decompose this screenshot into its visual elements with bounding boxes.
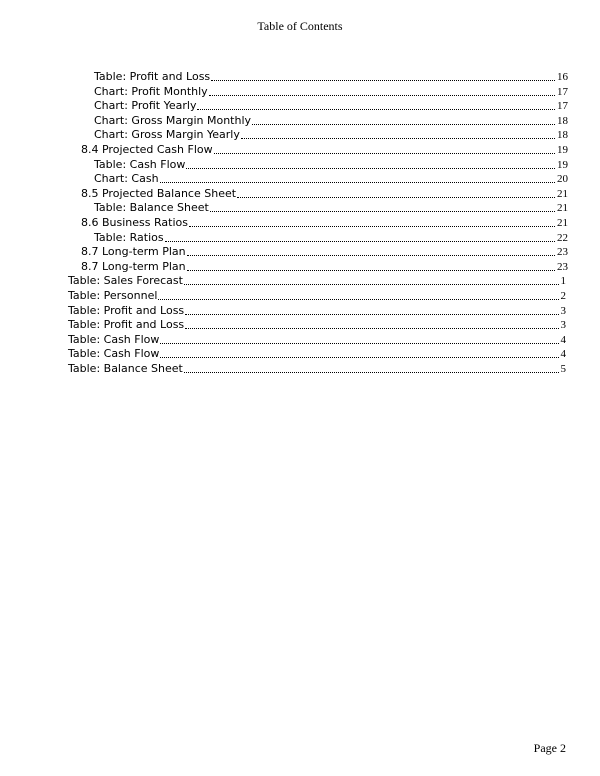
toc-entry[interactable]: [68, 274, 566, 288]
toc-entry[interactable]: [81, 216, 568, 230]
toc-entry[interactable]: [94, 231, 568, 245]
toc-entry[interactable]: [94, 114, 568, 128]
toc-dot-leader: [186, 168, 555, 169]
toc-entry-label: Chart: Cash: [94, 172, 159, 186]
toc-entry-label: Table: Profit and Loss: [68, 303, 185, 317]
toc-entry-label: Chart: Gross Margin Yearly: [94, 128, 240, 142]
toc-dot-leader: [214, 153, 555, 154]
toc-entry-label: 8.4 Projected Cash Flow: [81, 143, 213, 156]
toc-entry-page: 16: [557, 71, 568, 83]
toc-entry-page: 21: [557, 202, 568, 215]
toc-entry-page: 21: [557, 217, 568, 229]
toc-entry-page: 3: [560, 319, 566, 332]
toc-entry-page: 4: [560, 348, 566, 361]
toc-dot-leader: [184, 284, 559, 285]
toc-entry[interactable]: [94, 70, 568, 84]
toc-dot-leader: [160, 343, 558, 344]
toc-entry-page: 21: [557, 187, 568, 200]
toc-dot-leader: [160, 182, 555, 183]
toc-dot-leader: [241, 138, 555, 139]
toc-entry[interactable]: [68, 289, 566, 303]
toc-entry[interactable]: [94, 85, 568, 99]
toc-entry-label: Table: Profit and Loss: [68, 318, 185, 332]
toc-entry-label: Table: Balance Sheet: [68, 362, 183, 375]
toc-entry-label: Table: Cash Flow: [94, 157, 186, 171]
toc-entry-label: Table: Balance Sheet: [94, 201, 209, 215]
toc-entry-page: 23: [557, 260, 568, 273]
toc-entry[interactable]: [68, 304, 566, 318]
toc-entry-label: Table: Sales Forecast: [68, 274, 183, 288]
toc-dot-leader: [211, 80, 555, 81]
toc-entry[interactable]: [81, 245, 568, 259]
toc-entry-label: Chart: Gross Margin Monthly: [94, 113, 252, 127]
toc-entry-page: 18: [557, 129, 568, 142]
toc-entry[interactable]: [68, 347, 566, 361]
toc-dot-leader: [185, 328, 558, 329]
page-header-title: Table of Contents: [257, 19, 343, 33]
toc-entry[interactable]: [81, 260, 568, 274]
toc-dot-leader: [184, 372, 559, 373]
toc-dot-leader: [187, 255, 555, 256]
toc-entry[interactable]: [81, 143, 568, 157]
toc-entry-label: Table: Cash Flow: [68, 332, 160, 346]
toc-entry-page: 1: [560, 275, 566, 288]
toc-entry-page: 22: [557, 231, 568, 244]
toc-entry-page: 20: [557, 173, 568, 186]
toc-entry-page: 4: [560, 333, 566, 346]
toc-entry[interactable]: [94, 201, 568, 215]
toc-dot-leader: [187, 270, 555, 271]
toc-entry[interactable]: [94, 172, 568, 186]
toc-dot-leader: [197, 109, 555, 110]
toc-dot-leader: [160, 357, 558, 358]
toc-entry-page: 19: [557, 144, 568, 156]
toc-entry-page: 23: [557, 246, 568, 259]
toc-dot-leader: [210, 211, 555, 212]
toc-dot-leader: [158, 299, 558, 300]
toc-entry-label: Chart: Profit Monthly: [94, 84, 208, 98]
toc-dot-leader: [237, 197, 555, 198]
toc-entry-page: 17: [557, 85, 568, 98]
toc-entry-page: 3: [560, 304, 566, 317]
toc-entry-label: 8.5 Projected Balance Sheet: [81, 186, 237, 200]
toc-entry-label: Table: Cash Flow: [68, 347, 160, 361]
toc-entry[interactable]: [68, 318, 566, 332]
toc-entry-label: Table: Profit and Loss: [94, 70, 211, 83]
toc-entry-label: Table: Ratios: [94, 230, 164, 244]
toc-entry[interactable]: [81, 187, 568, 201]
toc-entry-page: 2: [560, 290, 566, 302]
toc-dot-leader: [189, 226, 555, 227]
toc-entry[interactable]: [68, 362, 566, 376]
toc-entry-page: 5: [560, 363, 566, 375]
toc-entry-page: 18: [557, 114, 568, 127]
toc-dot-leader: [185, 314, 558, 315]
toc-entry-label: 8.7 Long-term Plan: [81, 245, 186, 259]
page-number: Page 2: [533, 741, 566, 755]
toc-entry[interactable]: [94, 158, 568, 172]
toc-entry-page: 17: [557, 100, 568, 113]
toc-entry[interactable]: [68, 333, 566, 347]
toc-entry-label: 8.6 Business Ratios: [81, 216, 188, 229]
toc-entry[interactable]: [94, 128, 568, 142]
toc-entry-page: 19: [557, 158, 568, 171]
toc-entry[interactable]: [94, 99, 568, 113]
toc-entry-label: Table: Personnel: [68, 289, 158, 302]
toc-dot-leader: [252, 124, 555, 125]
toc-entry-label: 8.7 Long-term Plan: [81, 259, 186, 273]
toc-entry-label: Chart: Profit Yearly: [94, 99, 197, 113]
toc-dot-leader: [209, 95, 555, 96]
toc-dot-leader: [165, 241, 555, 242]
